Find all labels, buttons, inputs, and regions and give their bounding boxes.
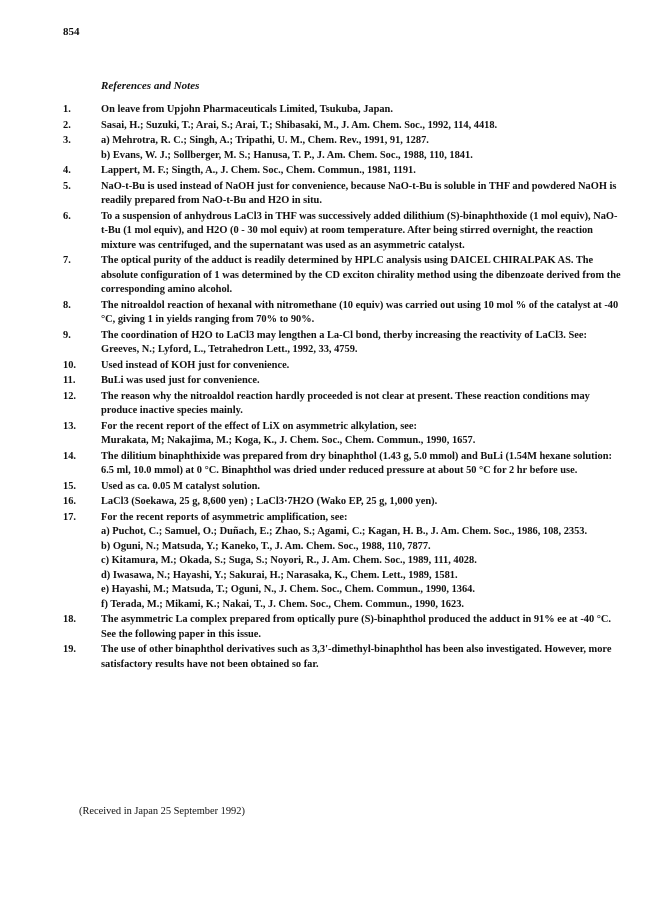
reference-text [101, 254, 623, 298]
reference-line: BuLi was used just for convenience. [101, 375, 260, 386]
reference-item [63, 511, 623, 613]
reference-item [63, 613, 623, 642]
reference-line: To a suspension of anhydrous LaCl3 in THF was successively added dilithium (S)-binaphthoxide (1 mol equiv), NaO-t-Bu (1 mol equiv), and H2O (0 - 30 mol equiv) at room temperature. After being stirred overnight, the reaction mixture was centrifuged, and the supernatant was used as an asymmetric catalyst. [101, 210, 618, 251]
reference-line: f) Terada, M.; Mikami, K.; Nakai, T., J. Chem. Soc., Chem. Commun., 1990, 1623. [101, 598, 464, 610]
reference-item [63, 450, 623, 479]
reference-item [63, 359, 623, 374]
reference-item [63, 299, 623, 328]
reference-line: b) Evans, W. J.; Sollberger, M. S.; Hanusa, T. P., J. Am. Chem. Soc., 1988, 110, 1841. [101, 149, 473, 161]
reference-number: 16. [63, 496, 76, 507]
reference-number: 15. [63, 480, 76, 492]
reference-item [63, 103, 623, 118]
reference-line: a) Puchot, C.; Samuel, O.; Duñach, E.; Zhao, S.; Agami, C.; Kagan, H. B., J. Am. Chem. Soc., 1986, 108, 2353. [101, 526, 588, 537]
reference-number: 7. [63, 255, 71, 266]
reference-number: 12. [63, 390, 76, 402]
reference-text [101, 511, 623, 613]
reference-item [63, 495, 623, 510]
reference-text [101, 329, 623, 358]
reference-line: Lappert, M. F.; Singth, A., J. Chem. Soc., Chem. Commun., 1981, 1191. [101, 165, 416, 176]
reference-list [63, 103, 623, 673]
reference-number: 4. [63, 165, 71, 176]
reference-text [101, 359, 623, 374]
reference-line: NaO-t-Bu is used instead of NaOH just for convenience, because NaO-t-Bu is soluble in THF and powdered NaOH is readily prepared from NaO-t-Bu and H2O in situ. [101, 180, 617, 206]
reference-line: For the recent report of the effect of LiX on asymmetric alkylation, see: [101, 420, 417, 432]
reference-line: Murakata, M; Nakajima, M.; Koga, K., J. Chem. Soc., Chem. Commun., 1990, 1657. [101, 435, 476, 446]
reference-item [63, 374, 623, 389]
reference-number: 1. [63, 104, 71, 115]
reference-text [101, 420, 623, 449]
reference-text [101, 374, 623, 389]
reference-item [63, 119, 623, 134]
reference-item [63, 480, 623, 495]
reference-line: On leave from Upjohn Pharmaceuticals Limited, Tsukuba, Japan. [101, 104, 393, 115]
reference-text [101, 119, 623, 134]
reference-number: 11. [63, 375, 76, 386]
reference-line: The optical purity of the adduct is readily determined by HPLC analysis using DAICEL CHIRALPAK AS. The absolute configuration of 1 was determined by the CD exciton chirality method using the dibenzoate derived from the corresponding amino alcohol. [101, 255, 621, 295]
reference-line: d) Iwasawa, N.; Hayashi, Y.; Sakurai, H.; Narasaka, K., Chem. Lett., 1989, 1581. [101, 569, 458, 581]
reference-number: 3. [63, 135, 71, 146]
reference-number: 8. [63, 299, 71, 311]
reference-line: The reason why the nitroaldol reaction hardly proceeded is not clear at present. These reaction conditions may produce inactive species mainly. [101, 390, 590, 416]
reference-line: For the recent reports of asymmetric amplification, see: [101, 511, 348, 523]
reference-text [101, 390, 623, 419]
page-number: 854 [63, 26, 80, 38]
reference-number: 13. [63, 420, 76, 432]
reference-line: The dilitium binaphthixide was prepared from dry binaphthol (1.43 g, 5.0 mmol) and BuLi (1.54M hexane solution: 6.5 ml, 10.0 mmol) at 0 °C. Binaphthol was dried under reduced pressure at about 50 °C for 2 hr before use. [101, 450, 612, 476]
received-date: (Received in Japan 25 September 1992) [79, 806, 245, 817]
reference-item [63, 420, 623, 449]
reference-item [63, 254, 623, 298]
reference-line: Used instead of KOH just for convenience. [101, 359, 290, 371]
reference-text [101, 103, 623, 118]
reference-text [101, 299, 623, 328]
reference-item [63, 390, 623, 419]
reference-text [101, 613, 623, 642]
reference-text [101, 450, 623, 479]
reference-item [63, 329, 623, 358]
reference-number: 17. [63, 511, 76, 523]
reference-text [101, 210, 623, 254]
reference-number: 2. [63, 119, 71, 131]
reference-item [63, 164, 623, 179]
reference-text [101, 643, 623, 672]
reference-text [101, 480, 623, 495]
reference-item [63, 134, 623, 163]
reference-line: e) Hayashi, M.; Matsuda, T.; Oguni, N., J. Chem. Soc., Chem. Commun., 1990, 1364. [101, 584, 475, 595]
reference-number: 10. [63, 359, 76, 371]
reference-number: 5. [63, 180, 71, 192]
reference-line: The nitroaldol reaction of hexanal with nitromethane (10 equiv) was carried out using 10 mol % of the catalyst at -40 °C, giving 1 in yields ranging from 70% to 90%. [101, 299, 619, 325]
reference-line: LaCl3 (Soekawa, 25 g, 8,600 yen) ; LaCl3·7H2O (Wako EP, 25 g, 1,000 yen). [101, 496, 438, 507]
reference-number: 6. [63, 210, 71, 222]
reference-line: b) Oguni, N.; Matsuda, Y.; Kaneko, T., J. Am. Chem. Soc., 1988, 110, 7877. [101, 540, 431, 552]
reference-number: 18. [63, 614, 76, 625]
reference-text [101, 495, 623, 510]
reference-line: The use of other binaphthol derivatives such as 3,3'-dimethyl-binaphthol has been also investigated. However, more satisfactory results have not been obtained so far. [101, 644, 612, 670]
reference-line: a) Mehrotra, R. C.; Singh, A.; Tripathi, U. M., Chem. Rev., 1991, 91, 1287. [101, 135, 429, 146]
reference-number: 9. [63, 329, 71, 341]
reference-text [101, 164, 623, 179]
reference-line: Sasai, H.; Suzuki, T.; Arai, S.; Arai, T.; Shibasaki, M., J. Am. Chem. Soc., 1992, 114, 4418. [101, 119, 498, 131]
reference-number: 14. [63, 450, 76, 462]
reference-number: 19. [63, 644, 76, 655]
reference-line: c) Kitamura, M.; Okada, S.; Suga, S.; Noyori, R., J. Am. Chem. Soc., 1989, 111, 4028. [101, 555, 477, 566]
reference-item [63, 643, 623, 672]
reference-item [63, 180, 623, 209]
reference-line: The coordination of H2O to LaCl3 may lengthen a La-Cl bond, therby increasing the reactivity of LaCl3. See: Greeves, N.; Lyford, L., Tetrahedron Lett., 1992, 33, 4759. [101, 329, 587, 355]
reference-line: Used as ca. 0.05 M catalyst solution. [101, 480, 261, 492]
reference-text [101, 180, 623, 209]
reference-line: The asymmetric La complex prepared from optically pure (S)-binaphthol produced the adduct in 91% ee at -40 °C. See the following paper in this issue. [101, 614, 612, 640]
reference-text [101, 134, 623, 163]
reference-item [63, 210, 623, 254]
section-title: References and Notes [101, 80, 200, 92]
